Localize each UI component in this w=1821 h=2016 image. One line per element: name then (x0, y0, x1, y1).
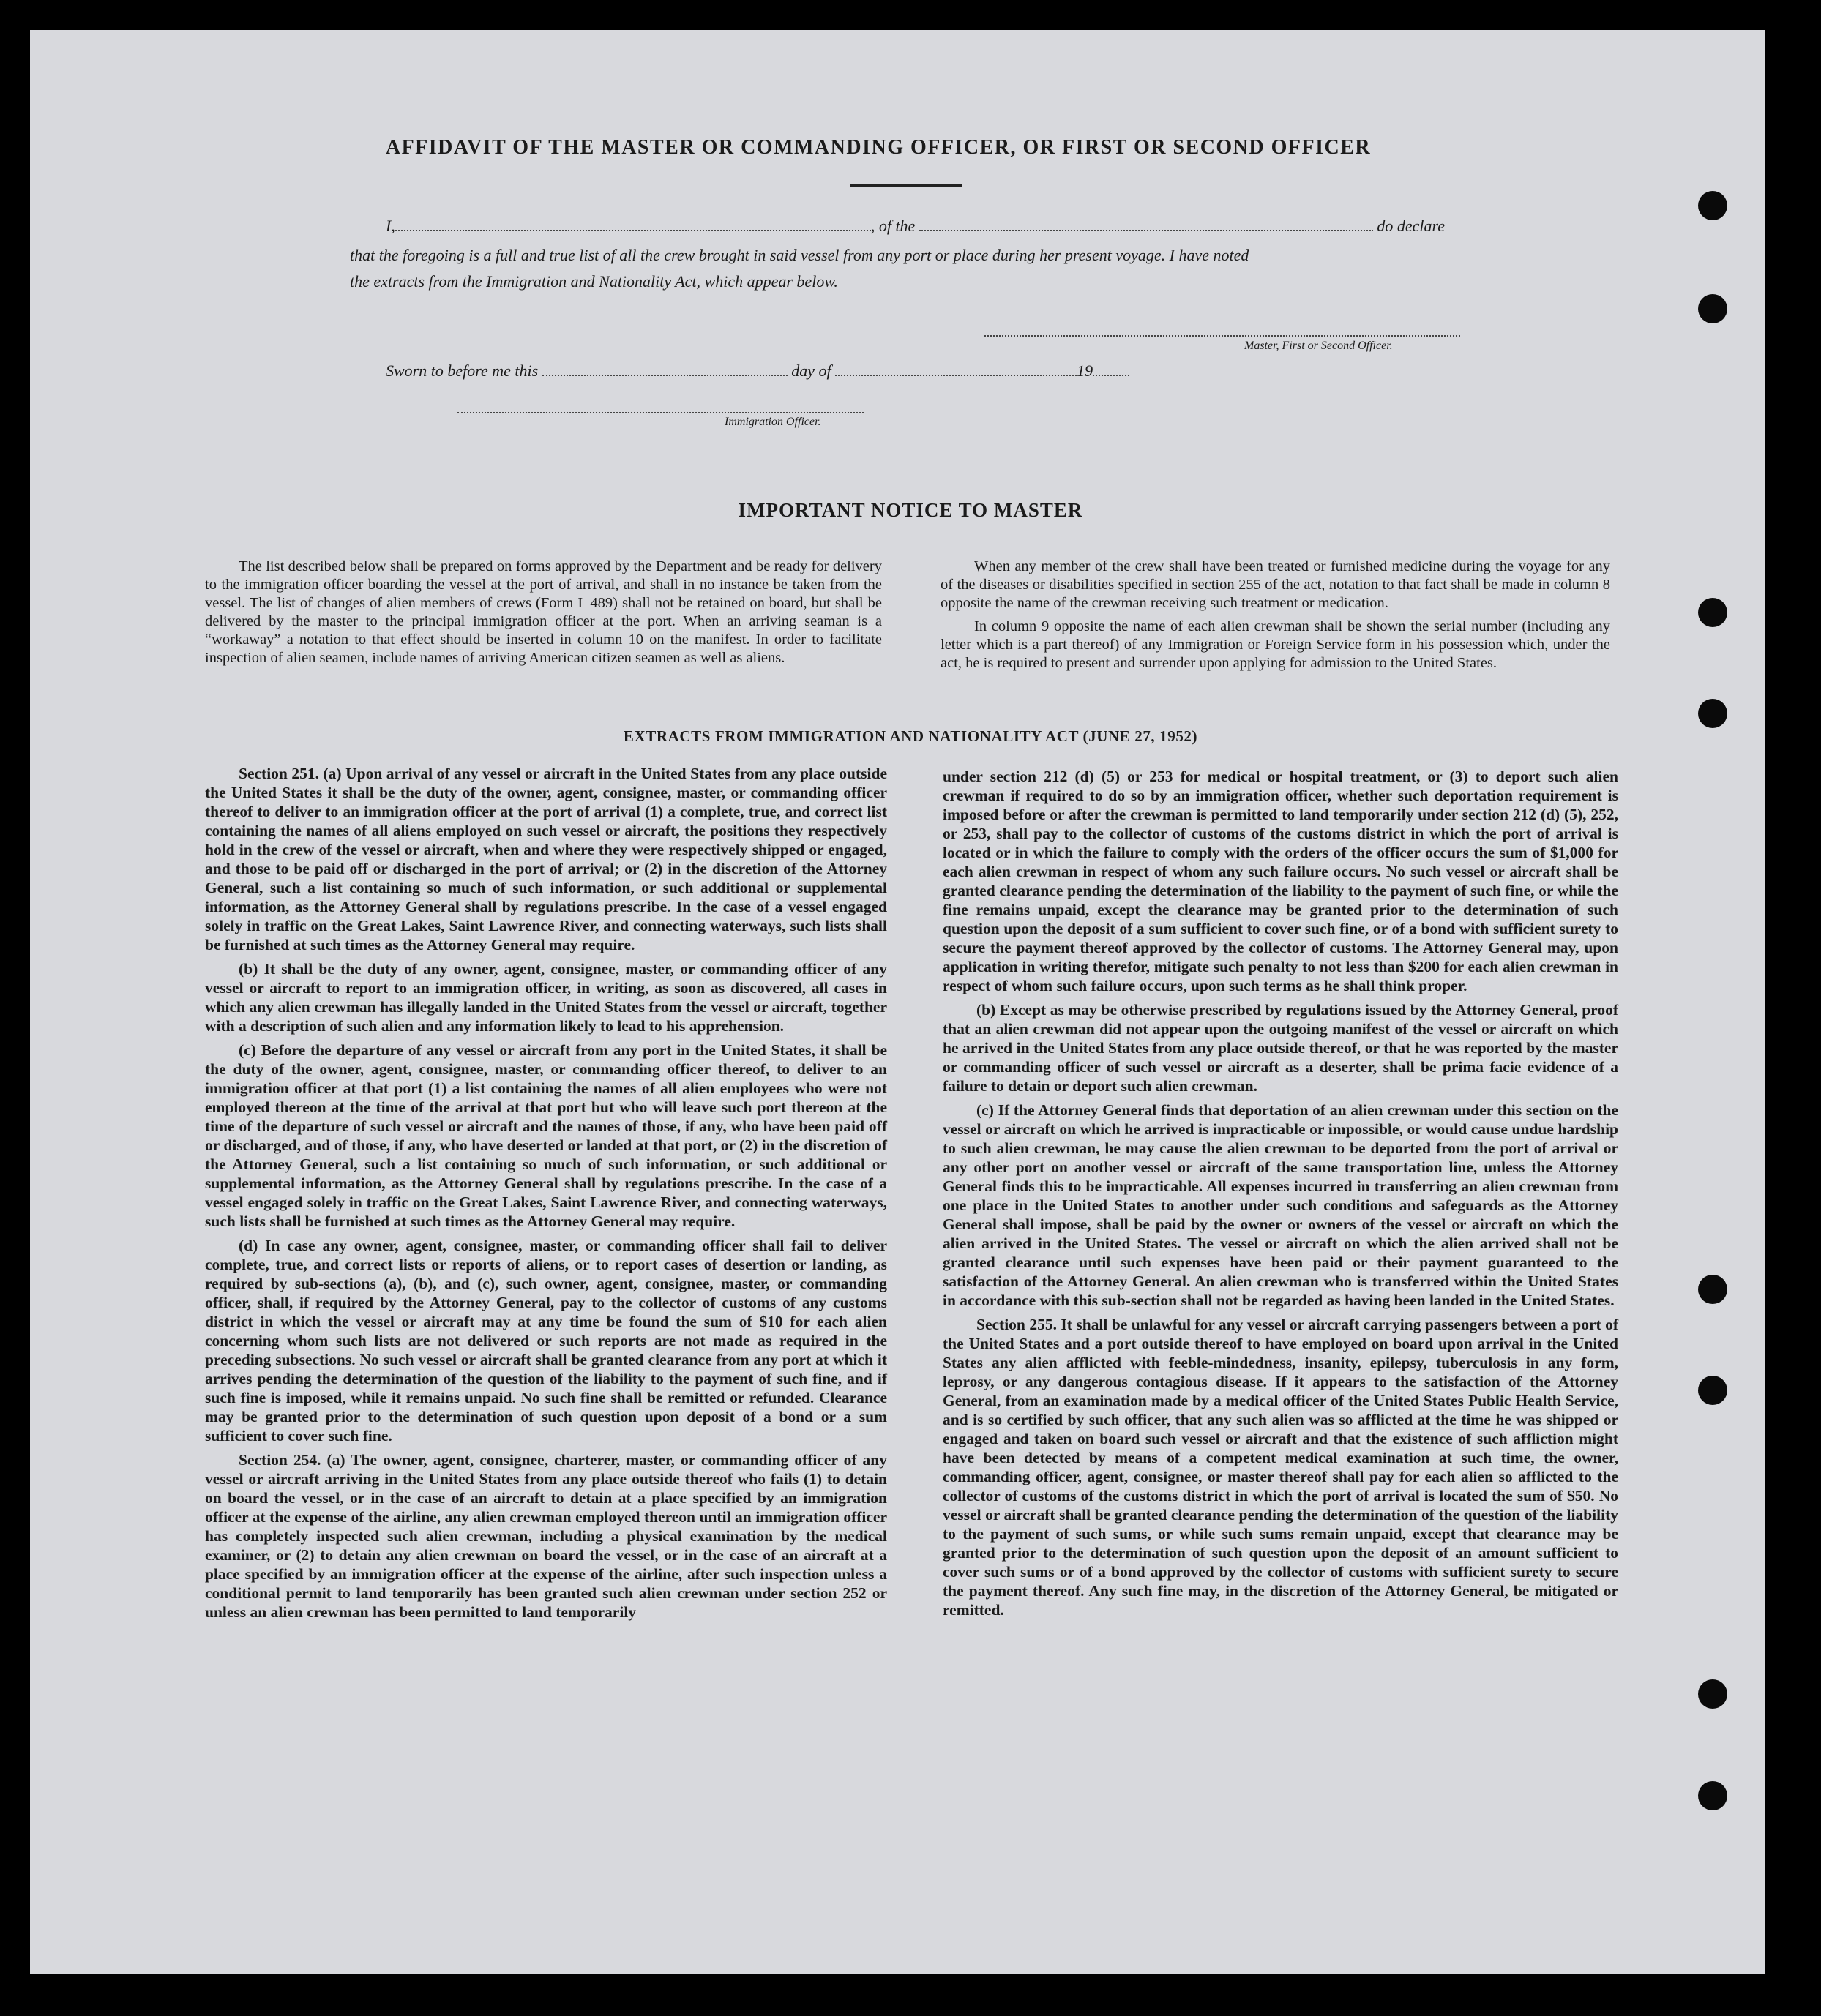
declarant-name-field[interactable] (395, 225, 871, 231)
officer-signature-label: Immigration Officer. (725, 416, 821, 428)
year-prefix: 19 (1077, 361, 1093, 380)
section-254a: Section 254. (a) The owner, agent, consignee, charterer, master, or commanding officer of any vessel or aircraft arriving in the United States from any place outside thereof who fails (1) to detain on board the vessel, or in the case of an aircraft to detain at a place specified by an immigration officer at the expense of the airline, any alien crewman employed thereon until an immigration officer has completely inspected such alien crewman, including a physical examination by the medical examiner, or (2) to detain any alien crewman on board the vessel, or in the case of an aircraft at a place specified by an immigration officer at the expense of the airline, after such inspection unless a conditional permit to land temporarily has been granted such alien crewman under section 252 or unless an alien crewman has been permitted to land temporarily (205, 1451, 887, 1621)
affidavit-title: AFFIDAVIT OF THE MASTER OR COMMANDING OFFICER, OR FIRST OR SECOND OFFICER (385, 136, 1372, 159)
declare-text: do declare (1377, 217, 1445, 235)
notice-right-paragraph-2: In column 9 opposite the name of each alien crewman shall be shown the serial number (including any letter which is a part thereof) of any Immigration or Foreign Service form in his possession which, under the act, he is required to present and surrender upon applying for admission to the United States. (941, 618, 1610, 671)
punch-hole (1698, 699, 1727, 728)
section-254c: (c) If the Attorney General finds that deportation of an alien crewman under this section on the vessel or aircraft on which he arrived is impracticable or impossible, or would cause undue hardship to such alien crewman, he may cause the alien crewman to be deported from the port of arrival or any other port on another vessel or aircraft of the same transportation line, unless the Attorney General finds this to be impracticable. All expenses incurred in transferring an alien crewman from one place in the United States to another under such conditions and safeguards as the Attorney General shall impose, shall be paid by the owner or owners of the vessel or aircraft on which the alien arrived in the United States. The vessel or aircraft on which the alien arrived shall not be granted clearance until such expenses have been paid or their payment guaranteed to the satisfaction of the Attorney General. An alien crewman who is transferred within the United States in accordance with this sub-section shall not be regarded as having been landed in the United States. (943, 1101, 1618, 1309)
section-255: Section 255. It shall be unlawful for any vessel or aircraft carrying passengers between a port of the United States and a port outside thereof to have employed on board upon arrival in the United States any alien afflicted with feeble-mindedness, insanity, epilepsy, tuberculosis in any form, leprosy, or any dangerous contagious disease. If it appears to the satisfaction of the Attorney General, from an examination made by a medical officer of the United States Public Health Service, and is so certified by such officer, that any such alien was so afflicted at the time he was shipped or engaged and taken on board such vessel or aircraft and that the existence of such affliction might have been detected by means of a competent medical examination at such time, the owner, commanding officer, agent, consignee, or master thereof shall pay for each alien so afflicted to the collector of customs of the customs district in which the port of arrival is located the sum of $50. No vessel or aircraft shall be granted clearance pending the determination of the question of the liability to the payment of such sums, or while such sums remain unpaid, except that clearance may be granted prior to the determination of such question upon the deposit of an amount sufficient to cover such sums or of a bond approved by the collector of customs with sufficient surety to secure the payment thereof. Any such fine may, in the discretion of the Attorney General, be mitigated or remitted. (943, 1316, 1618, 1619)
notice-title: IMPORTANT NOTICE TO MASTER (738, 499, 1083, 521)
extracts-title: EXTRACTS FROM IMMIGRATION AND NATIONALITY ACT (JUNE 27, 1952) (623, 727, 1198, 745)
notice-right-column (941, 558, 1610, 678)
extracts-right-column (943, 767, 1618, 1625)
sworn-line (386, 361, 1129, 381)
punch-hole (1698, 598, 1727, 627)
punch-hole (1698, 1376, 1727, 1405)
vessel-prefix: , of the (870, 217, 916, 235)
section-251d: (d) In case any owner, agent, consignee, master, or commanding officer shall fail to deliver complete, true, and correct lists or reports of aliens, or to report cases of desertion or landing, as required by sub-sections (a), (b), and (c), such owner, agent, consignee, master, or commanding officer, shall, if required by the Attorney General, pay to the collector of customs of any customs district in which the vessel or aircraft may at any time be found the sum of $10 for each alien concerning whom such lists are not delivered or such reports are not made as required in the preceding subsections. No such vessel or aircraft shall be granted clearance from any port at which it arrives pending the determination of the question of the liability to the payment of such fine, and if such fine is imposed, while it remains unpaid. No such fine shall be remitted or refunded. Clearance may be granted prior to the determination of such question upon deposit of a bond or a sum sufficient to cover such fine. (205, 1237, 887, 1444)
extracts-left-column (205, 764, 887, 1627)
punch-hole (1698, 191, 1727, 220)
affidavit-line-3: the extracts from the Immigration and Nationality Act, which appear below. (350, 272, 838, 291)
sworn-text: Sworn to before me this (386, 361, 539, 380)
notice-left-column (205, 558, 882, 672)
punch-hole (1698, 294, 1727, 323)
title-rule (850, 184, 962, 187)
officer-signature-line[interactable] (457, 412, 864, 413)
section-251a: Section 251. (a) Upon arrival of any vessel or aircraft in the United States from any place outside the United States it shall be the duty of the owner, agent, consignee, master, or commanding officer thereof to deliver to an immigration officer at the port of arrival (1) a complete, true, and correct list containing the names of all aliens employed on such vessel or aircraft, the positions they respectively hold in the crew of the vessel or aircraft, when and where they were respectively shipped or engaged, and those to be paid off or discharged in the port of arrival; or (2) in the discretion of the Attorney General, such a list containing so much of such information, or such additional or supplemental information, as the Attorney General shall by regulations prescribe. In the case of a vessel engaged solely in traffic on the Great Lakes, Saint Lawrence River, and connecting waterways, such lists shall be furnished at such times as the Attorney General may require. (205, 765, 887, 953)
notice-left-paragraph: The list described below shall be prepared on forms approved by the Department and be ready for delivery to the immigration officer boarding the vessel at the port of arrival, and shall in no instance be taken from the vessel. The list of changes of alien members of crews (Form I–489) shall not be retained on board, but shall be delivered by the master to the principal immigration officer at the port. When an arriving seaman is a “workaway” a notation to that effect should be inserted in column 10 on the manifest. In order to facilitate inspection of alien seamen, include names of arriving American citizen seamen as well as aliens. (205, 558, 882, 666)
sworn-year-field[interactable] (1093, 370, 1129, 376)
notice-right-paragraph-1: When any member of the crew shall have been treated or furnished medicine during the voyage for any of the diseases or disabilities specified in section 255 of the act, notation to that fact shall be made in column 8 opposite the name of the crewman receiving such treatment or medication. (941, 558, 1610, 611)
day-of-text: day of (791, 361, 831, 380)
vessel-name-field[interactable] (919, 225, 1373, 231)
master-signature-line[interactable] (984, 335, 1460, 337)
affidavit-line-1 (386, 217, 1462, 236)
punch-hole (1698, 1781, 1727, 1810)
master-signature-label: Master, First or Second Officer. (1244, 340, 1393, 352)
sworn-month-field[interactable] (835, 370, 1077, 376)
declarant-prefix: I, (386, 217, 395, 235)
punch-hole (1698, 1679, 1727, 1709)
affidavit-line-2: that the foregoing is a full and true list of all the crew brought in said vessel from any port or place during her present voyage. I have noted (350, 246, 1249, 264)
section-254a-continued: under section 212 (d) (5) or 253 for medical or hospital treatment, or (3) to deport such alien crewman if required to do so by an immigration officer, whether such deportation requirement is imposed before or after the crewman is permitted to land temporarily under section 212 (d) (5), 252, or 253, shall pay to the collector of customs of the customs district in which the port of arrival is located or in which the failure to comply with the orders of the officer occurs the sum of $1,000 for each alien crewman in respect of whom any such failure occurs. No such vessel or aircraft shall be granted clearance pending the determination of the liability to the payment of such fine, or while the fine remains unpaid, except the clearance may be granted prior to the determination of such question upon the deposit of a sum sufficient to cover such fine, or of a bond with sufficient surety to secure the payment thereof approved by the collector of customs. The Attorney General may, upon application in writing therefor, mitigate such penalty to not less than $200 for each alien crewman in respect of whom such failure occurs, upon such terms as he shall think proper. (943, 768, 1618, 994)
punch-hole (1698, 1275, 1727, 1304)
section-251c: (c) Before the departure of any vessel or aircraft from any port in the United States, it shall be the duty of the owner, agent, consignee, master, or commanding officer thereof, to deliver to an immigration officer at that port (1) a list containing the names of all alien employees who were not employed thereon at the time of the arrival at that port but who will leave such port thereon at the time of the departure of such vessel or aircraft and the names of those, if any, who have been paid off or discharged, and of those, if any, who have deserted or landed at that port, or (2) in the discretion of the Attorney General, such a list containing so much of such information, or such additional or supplemental information, as the Attorney General shall by regulations prescribe. In the case of a vessel engaged solely in traffic on the Great Lakes, Saint Lawrence River, and connecting waterways, such lists shall be furnished at such times as the Attorney General may require. (205, 1041, 887, 1230)
section-251b: (b) It shall be the duty of any owner, agent, consignee, master, or commanding officer of any vessel or aircraft to report to an immigration officer, in writing, as soon as discovered, all cases in which any alien crewman has illegally landed in the United States from the vessel or aircraft, together with a description of such alien and any information likely to lead to his apprehension. (205, 960, 887, 1035)
section-254b: (b) Except as may be otherwise prescribed by regulations issued by the Attorney General, proof that an alien crewman did not appear upon the outgoing manifest of the vessel or aircraft on which he arrived in the United States from any place outside thereof, or that he was reported by the master or commanding officer of such vessel or aircraft as a deserter, shall be prima facie evidence of a failure to detain or deport such alien crewman. (943, 1001, 1618, 1095)
sworn-day-field[interactable] (542, 370, 788, 376)
